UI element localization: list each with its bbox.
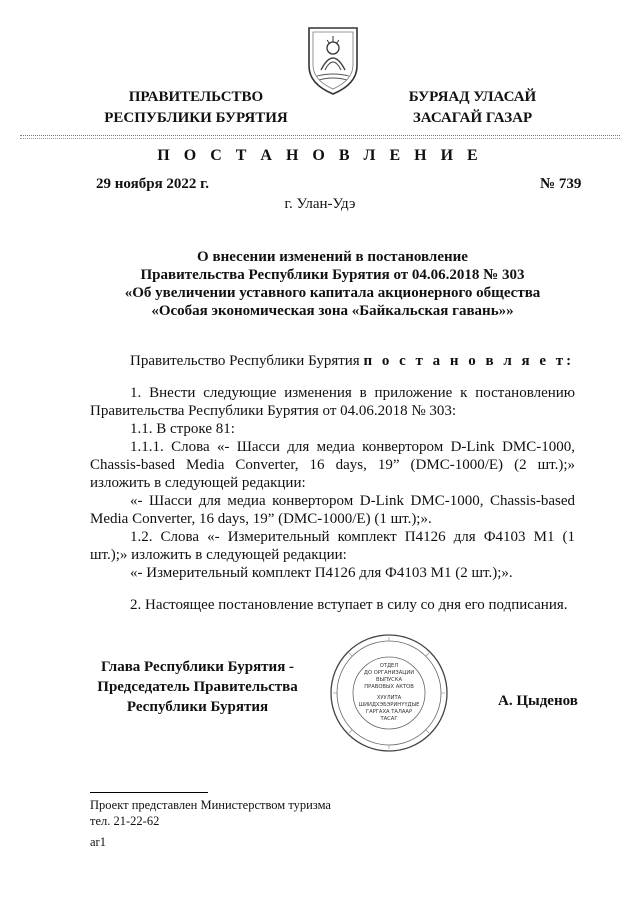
coat-of-arms-emblem: [303, 22, 363, 96]
resolution-items: [90, 384, 575, 582]
title-line4: «Особая экономическая зона «Байкальская гавань»»: [151, 303, 514, 319]
footnote-line1: Проект представлен Министерством туризма: [90, 798, 331, 812]
paragraph: 1.1.1. Слова «- Шасси для медиа конвертором D-Link DMC-1000, Chassis-based Media Converter, 16 days, 19” (DMC-1000/E) (2 шт.);» изложить в следующей редакции:: [90, 439, 575, 491]
paragraph: 1.1. В строке 81:: [130, 421, 235, 437]
header-left-line2: РЕСПУБЛИКИ БУРЯТИЯ: [104, 110, 288, 126]
document-number: № 739: [540, 176, 582, 192]
stamp-line6: ШИИДХЭБЭРИНҮҮДЫЕ: [358, 702, 420, 708]
paragraph: 1.2. Слова «- Измерительный комплект П4126 для Ф4103 М1 (1 шт.);» изложить в следующей редакции:: [90, 529, 575, 563]
paragraph: 1. Внести следующие изменения в приложение к постановлению Правительства Республики Бурятия от 04.06.2018 № 303:: [90, 385, 575, 419]
header-left-line1: ПРАВИТЕЛЬСТВО: [128, 89, 264, 105]
header-right-line1: БУРЯАД УЛАСАЙ: [408, 89, 537, 105]
stamp-line3: ВЫПУСКА: [375, 677, 403, 683]
stamp-line1: ОТДЕЛ: [379, 663, 399, 669]
document-date: 29 ноября 2022 г.: [96, 176, 210, 192]
title-line1: О внесении изменений в постановление: [197, 249, 468, 265]
footnote-line2: тел. 21-22-62: [90, 814, 160, 828]
document-code: ar1: [90, 835, 106, 849]
document-type: П О С Т А Н О В Л Е Н И Е: [157, 147, 483, 164]
header-divider-secondary: [20, 138, 620, 139]
preamble-text: Правительство Республики Бурятия: [130, 353, 360, 369]
position-line2: Председатель Правительства: [97, 679, 298, 695]
stamp-line8: ТАСАГ: [380, 716, 398, 722]
paragraph: «- Измерительный комплект П4126 для Ф4103 М1 (2 шт.);».: [130, 565, 513, 581]
government-header-bua: [385, 87, 560, 129]
position-line3: Республики Бурятия: [126, 699, 269, 715]
preamble-verb: п о с т а н о в л я е т:: [363, 353, 575, 369]
government-header-ru: [86, 87, 306, 129]
header-divider: [20, 135, 620, 136]
header-right-line2: ЗАСАГАЙ ГАЗАР: [412, 110, 533, 126]
preamble: [90, 352, 575, 370]
document-city: г. Улан-Удэ: [284, 196, 356, 212]
signatory-name: А. Цыденов: [498, 693, 578, 709]
footnote: [90, 797, 331, 829]
footnote-divider: [90, 792, 208, 793]
signatory-position: [90, 657, 305, 717]
stamp-line4: ПРАВОВЫХ АКТОВ: [364, 684, 414, 690]
position-line1: Глава Республики Бурятия -: [100, 659, 295, 675]
document-title: [90, 248, 575, 320]
official-stamp: [328, 632, 450, 754]
title-line3: «Об увеличении уставного капитала акционерного общества: [124, 285, 541, 301]
paragraph: 2. Настоящее постановление вступает в силу со дня его подписания.: [130, 597, 568, 613]
paragraph: «- Шасси для медиа конвертором D-Link DMC-1000, Chassis-based Media Converter, 16 days, 19” (DMC-1000/E) (1 шт.);».: [90, 493, 575, 527]
effective-date-clause: [90, 596, 575, 614]
stamp-line5: ХУУЛИТА: [376, 695, 402, 701]
stamp-line7: ГАРГАХА ТАЛААР: [365, 709, 413, 715]
title-line2: Правительства Республики Бурятия от 04.06.2018 № 303: [140, 267, 525, 283]
stamp-line2: ДО ОРГАНИЗАЦИИ: [363, 670, 415, 676]
